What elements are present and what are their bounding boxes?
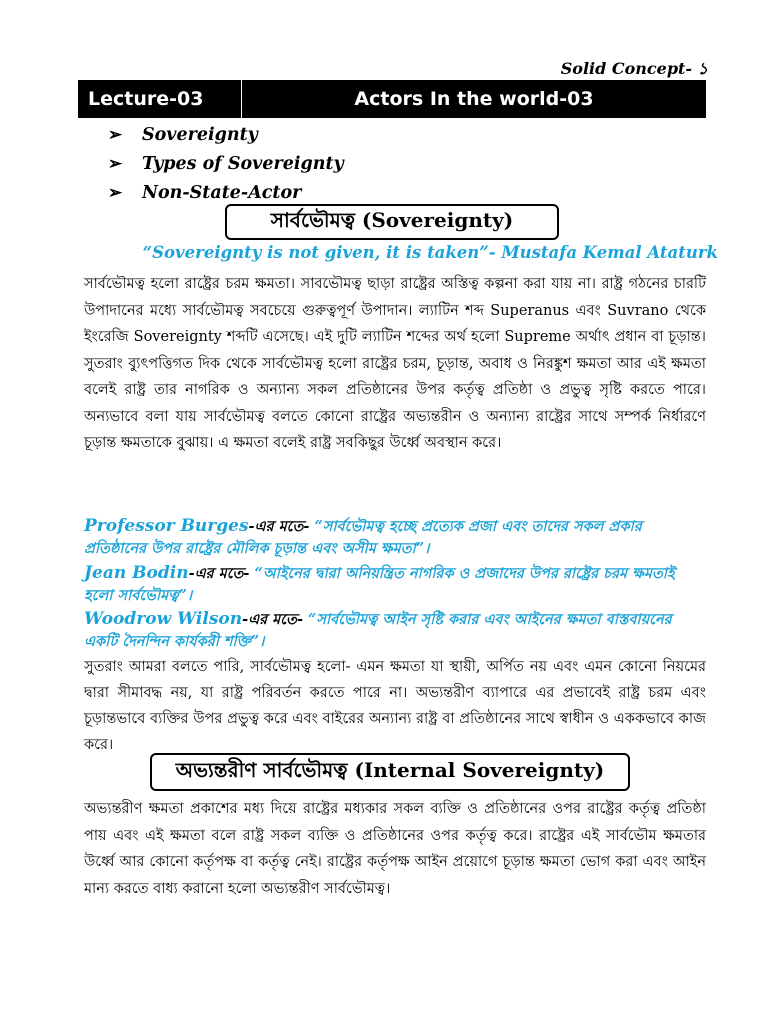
ataturk-quote: “Sovereignty is not given, it is taken”- Mustafa Kemal Ataturk: [142, 243, 718, 262]
lecture-number: Lecture-03: [78, 80, 242, 118]
author-name: Woodrow Wilson: [84, 609, 243, 629]
author-name: Jean Bodin: [84, 563, 189, 583]
topic-item: [108, 120, 344, 149]
definition-text: “সার্বভৌমত্ব আইন সৃষ্টি করার এবং আইনের ক্ষমতা বাস্তবায়নের একটি দৈনন্দিন কার্যকরী শক্তি”।: [84, 611, 672, 650]
topic-text: Sovereignty: [142, 124, 258, 145]
sovereignty-paragraph: সার্বভৌমত্ব হলো রাষ্ট্রের চরম ক্ষমতা। সাবভৌমত্ব ছাড়া রাষ্ট্রের অস্তিত্ব কল্পনা করা যায় না। রাষ্ট্র গঠনের চারটি উপাদানের মধ্যে সার্বভৌমত্ব সবচেয়ে গুরুত্বপূর্ণ উপাদান। ল্যাটিন শব্দ Superanus এবং Suvrano থেকে ইংরেজি Sovereignty শব্দটি এসেছে। এই দুটি ল্যাটিন শব্দের অর্থ হলো Supreme অর্থাৎ প্রধান বা চূড়ান্ত। সুতরাং ব্যুৎপত্তিগত দিক থেকে সার্বভৌমত্ব হলো রাষ্ট্রের চরম, চূড়ান্ত, অবাধ ও নিরঙ্কুশ ক্ষমতা আর এই ক্ষমতা বলেই রাষ্ট্র তার নাগরিক ও অন্যান্য সকল প্রতিষ্ঠানের উপর কর্তৃত্ব প্রতিষ্ঠা ও প্রভুত্ব সৃষ্টি করতে পারে। অন্যভাবে বলা যায় সার্বভৌমত্ব বলতে কোনো রাষ্ট্রের অভ্যন্তরীন ও অন্যান্য রাষ্ট্রের সাথে সম্পর্ক নির্ধারণে চূড়ান্ত ক্ষমতাকে বুঝায়। এ ক্ষমতা বলেই রাষ্ট্র সবকিছুর উর্ধ্বে অবস্থান করে।: [84, 276, 706, 451]
section-heading-internal-sovereignty: অভ্যন্তরীণ সার্বভৌমত্ব (Internal Sovereignty): [150, 753, 630, 791]
topic-item: [108, 178, 344, 207]
definition-burges: [84, 515, 706, 560]
arrow-bullet-icon: ➢: [108, 153, 123, 174]
lecture-header-bar: [78, 80, 706, 118]
definition-text: “আইনের দ্বারা অনিয়ন্ত্রিত নাগরিক ও প্রজাদের উপর রাষ্ট্রের চরম ক্ষমতাই হলো সার্বভৌমত্ব”।: [84, 565, 675, 604]
lecture-title: Actors In the world-03: [354, 88, 594, 110]
definition-connector: -এর মতে-: [188, 565, 255, 582]
arrow-bullet-icon: ➢: [108, 124, 123, 145]
internal-sovereignty-paragraph: অভ্যন্তরীণ ক্ষমতা প্রকাশের মধ্য দিয়ে রাষ্ট্রের মধ্যকার সকল ব্যক্তি ও প্রতিষ্ঠানের ওপর রাষ্ট্রের কর্তৃত্ব প্রতিষ্ঠা পায় এবং এই ক্ষমতা বলে রাষ্ট্র সকল ব্যক্তি ও প্রতিষ্ঠানের ওপর কর্তৃত্ব করে। রাষ্ট্রের এই সার্বভৌম ক্ষমতার উর্ধ্বে আর কোনো কর্তৃপক্ষ বা কর্তৃত্ব নেই। রাষ্ট্রের কর্তৃপক্ষ আইন প্রয়োগে চূড়ান্ত ক্ষমতা ভোগ করা এবং আইন মান্য করতে বাধ্য করানো হলো অভ্যন্তরীণ সার্বভৌমত্ব।: [84, 801, 706, 897]
definition-connector: -এর মতে-: [248, 518, 315, 535]
definition-bodin: [84, 562, 706, 607]
topic-text: Types of Sovereignty: [142, 153, 344, 174]
definition-connector: -এর মতে-: [242, 611, 309, 628]
topic-list: [108, 120, 344, 207]
topic-text: Non-State-Actor: [142, 182, 302, 203]
series-label: Solid Concept- ১: [560, 59, 708, 78]
author-name: Professor Burges: [84, 516, 249, 536]
arrow-bullet-icon: ➢: [108, 182, 123, 203]
topic-item: [108, 149, 344, 178]
sovereignty-conclusion: সুতরাং আমরা বলতে পারি, সার্বভৌমত্ব হলো- এমন ক্ষমতা যা স্থায়ী, অর্পিত নয় এবং এমন কোনো নিয়মের দ্বারা সীমাবদ্ধ নয়, যা রাষ্ট্র পরিবর্তন করতে পারে না। অভ্যন্তরীণ ব্যাপারে এর প্রভাবেই রাষ্ট্র চরম এবং চূড়ান্তভাবে ব্যক্তির উপর প্রভুত্ব করে এবং বাইরের অন্যান্য রাষ্ট্র বা প্রতিষ্ঠানের সাথে স্বাধীন ও এককভাবে কাজ করে।: [84, 659, 706, 753]
definition-text: “সার্বভৌমত্ব হচ্ছে প্রত্যেক প্রজা এবং তাদের সকল প্রকার প্রতিষ্ঠানের উপর রাষ্ট্রের মৌলিক চূড়ান্ত এবং অসীম ক্ষমতা”।: [84, 518, 642, 557]
definition-wilson: [84, 608, 706, 653]
section-heading-sovereignty: সার্বভৌমত্ব (Sovereignty): [225, 204, 559, 240]
